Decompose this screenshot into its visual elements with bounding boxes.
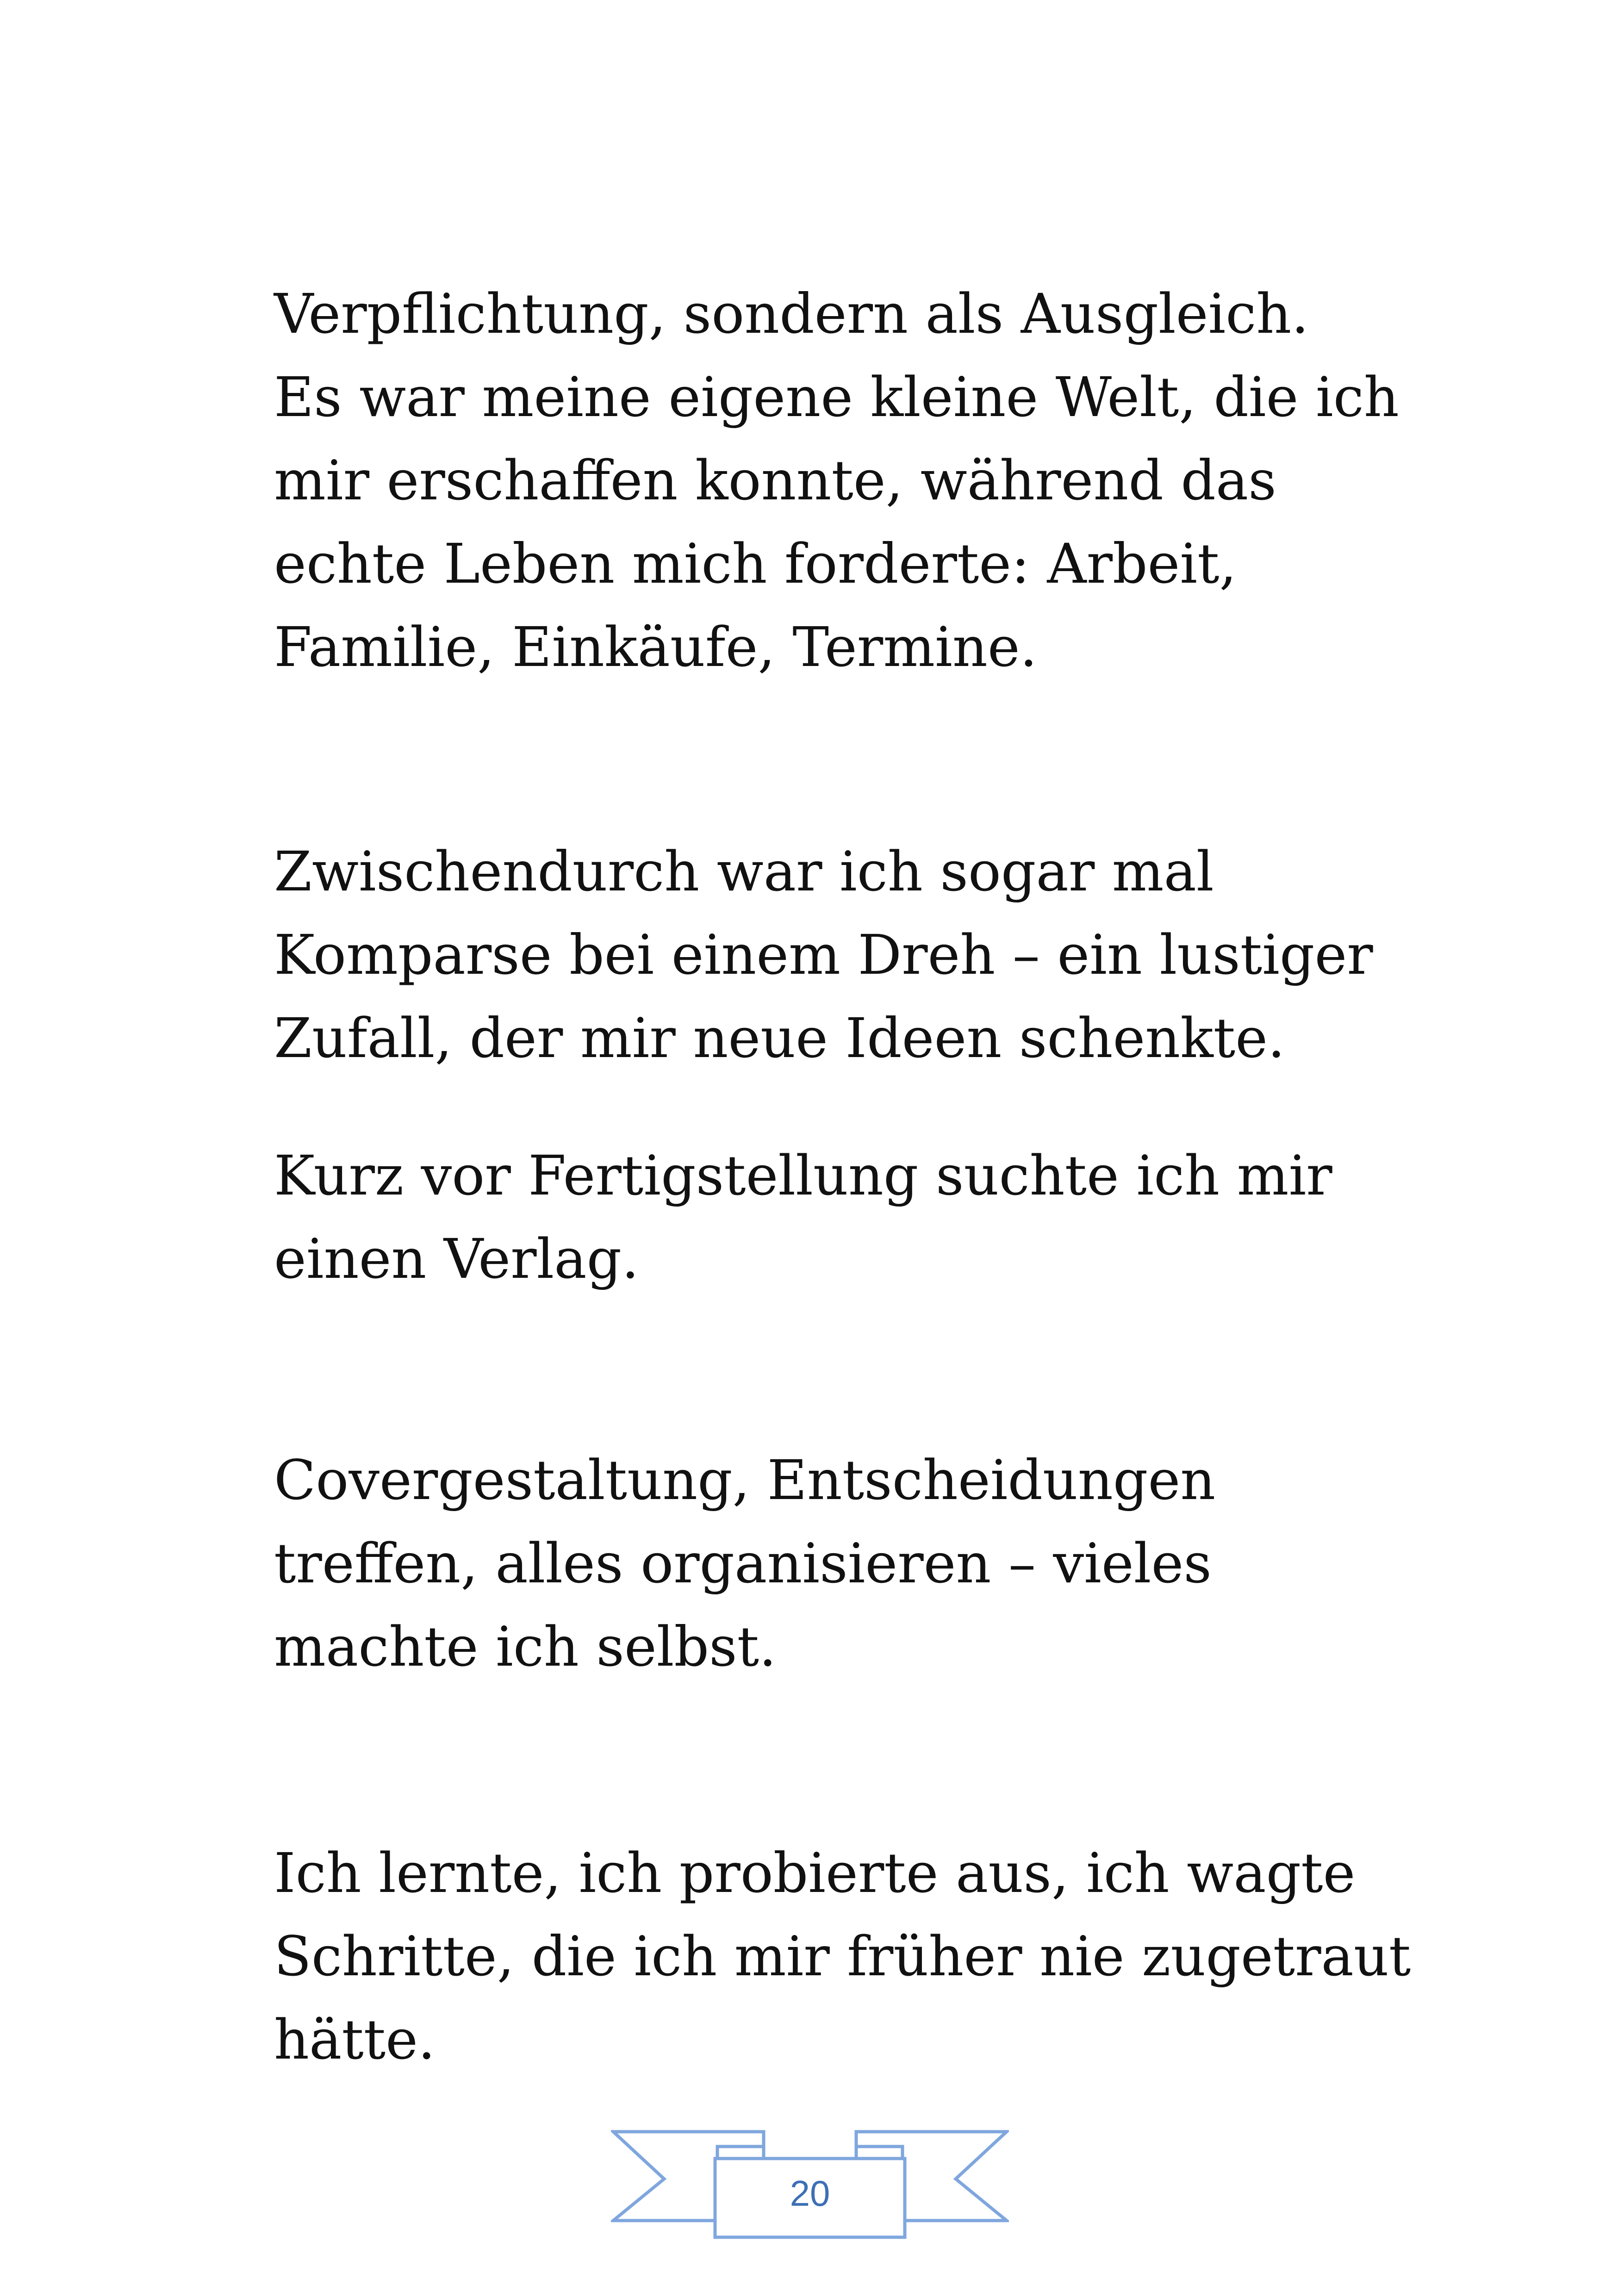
page-number: 20 [790, 2173, 830, 2214]
text-line: Zufall, der mir neue Ideen schenkte. [274, 1006, 1285, 1070]
text-line: Zwischendurch war ich sogar mal [274, 840, 1214, 903]
text-line: Covergestaltung, Entscheidungen [274, 1448, 1216, 1512]
text-line: machte ich selbst. [274, 1615, 777, 1679]
text-line: Es war meine eigene kleine Welt, die ich [274, 365, 1399, 429]
text-line: Komparse bei einem Dreh – ein lustiger [274, 923, 1373, 987]
text-line: hätte. [274, 2008, 436, 2072]
paragraph-1 [274, 272, 1431, 689]
paragraph-5 [274, 1831, 1431, 2081]
paragraph-3 [274, 1134, 1431, 1300]
text-line: treffen, alles organisieren – vieles [274, 1531, 1212, 1595]
paragraph-4 [274, 1438, 1431, 1688]
text-line: echte Leben mich forderte: Arbeit, [274, 532, 1237, 596]
text-line: Ich lernte, ich probierte aus, ich wagte [274, 1841, 1356, 1905]
text-line: einen Verlag. [274, 1227, 639, 1291]
text-line: mir erschaffen konnte, während das [274, 448, 1276, 512]
text-line: Schritte, die ich mir früher nie zugetraut [274, 1924, 1411, 1988]
paragraph-2 [274, 830, 1431, 1080]
text-line: Kurz vor Fertigstellung suchte ich mir [274, 1144, 1332, 1207]
text-line: Familie, Einkäufe, Termine. [274, 615, 1038, 679]
text-line: Verpflichtung, sondern als Ausgleich. [274, 282, 1309, 346]
